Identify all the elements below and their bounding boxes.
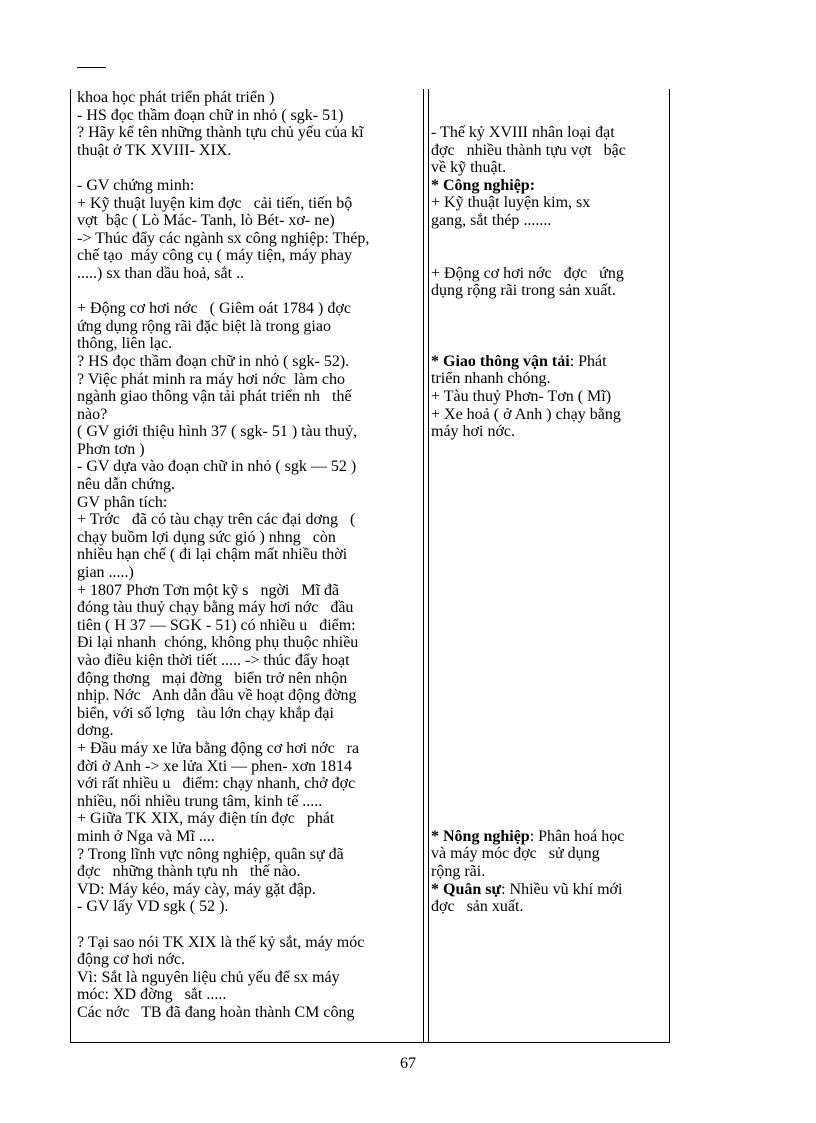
content-line: về kỹ thuật. bbox=[431, 159, 507, 177]
text-line: + Động cơ hơi nớc ( Giêm oát 1784 ) đợc bbox=[77, 300, 351, 318]
section-line-military: * Quân sự: Nhiều vũ khí mới bbox=[431, 880, 623, 898]
content-line: dụng rộng rãi trong sản xuất. bbox=[431, 282, 616, 300]
content-line: gang, sắt thép ....... bbox=[431, 211, 552, 229]
text-line: Vì: Sắt là nguyên liệu chủ yếu để sx máy bbox=[77, 968, 340, 986]
text-line: ? Việc phát minh ra máy hơi nớc làm cho bbox=[77, 370, 346, 388]
content-line: máy hơi nớc. bbox=[431, 423, 516, 441]
text-line: đời ở Anh -> xe lửa Xti — phen- xơn 1814 bbox=[77, 757, 353, 775]
section-line-transport: * Giao thông vận tải: Phát bbox=[431, 352, 607, 370]
text-line: đợc những thành tựu nh thế nào. bbox=[77, 863, 301, 881]
text-line: + Giữa TK XIX, máy điện tín đợc phát bbox=[77, 810, 335, 828]
text-line: -> Thúc đẩy các ngành sx công nghiệp: Thép, bbox=[77, 229, 370, 247]
content-line: đợc sản xuất. bbox=[431, 898, 524, 916]
teacher-student-activities-column bbox=[77, 89, 417, 1043]
text-line: dơng. bbox=[77, 722, 114, 740]
text-line: vào điều kiện thời tiết ..... -> thúc đẩy hoạt bbox=[77, 652, 350, 669]
text-line bbox=[77, 159, 417, 177]
text-line: gian .....) bbox=[77, 564, 134, 582]
text-line: ( GV giới thiệu hình 37 ( sgk- 51 ) tàu thuỷ, bbox=[77, 423, 358, 441]
text-line: với rất nhiều u điểm: chạy nhanh, chở đợc bbox=[77, 775, 356, 793]
content-line: triển nhanh chóng. bbox=[431, 370, 551, 388]
text-line: Các nớc TB đã đang hoàn thành CM công bbox=[77, 1003, 355, 1021]
page-number: 67 bbox=[400, 1055, 416, 1072]
text-line: chế tạo máy công cụ ( máy tiện, máy phay bbox=[77, 247, 353, 265]
main-content-column bbox=[431, 124, 663, 916]
text-line: động thơng mại đờng biển trở nên nhộn bbox=[77, 669, 348, 687]
content-line: đợc nhiều thành tựu vợt bậc bbox=[431, 141, 626, 159]
text-line: - GV chứng minh: bbox=[77, 176, 195, 194]
text-line: tiên ( H 37 — SGK - 51) có nhiều u điểm: bbox=[77, 616, 356, 634]
text-line: - GV dựa vào đoạn chữ in nhỏ ( sgk — 52 ) bbox=[77, 458, 357, 476]
text-line: Đi lại nhanh chóng, không phụ thuộc nhiều bbox=[77, 634, 359, 652]
text-line: nhiều, nối nhiều trung tâm, kinh tế ..... bbox=[77, 792, 323, 810]
content-line: và máy móc đợc sử dụng bbox=[431, 845, 600, 863]
text-line: + Đầu máy xe lửa bằng động cơ hơi nớc ra bbox=[77, 739, 360, 757]
text-line bbox=[77, 283, 417, 301]
content-line: + Động cơ hơi nớc đợc ứng bbox=[431, 264, 624, 282]
header-rule bbox=[77, 67, 106, 68]
column-divider bbox=[423, 89, 424, 1043]
text-line: động cơ hơi nớc. bbox=[77, 951, 186, 969]
text-line: thuật ở TK XVIII- XIX. bbox=[77, 141, 232, 159]
text-line: ứng dụng rộng rãi đặc biệt là trong giao bbox=[77, 317, 331, 335]
text-line: nhiều hạn chế ( đi lại chậm mất nhiều thời bbox=[77, 546, 348, 564]
text-line: - GV lấy VD sgk ( 52 ). bbox=[77, 898, 229, 916]
text-line: .....) sx than dầu hoả, sắt .. bbox=[77, 264, 245, 282]
text-line: ? Trong lĩnh vực nông nghiệp, quân sự đã bbox=[77, 845, 344, 863]
text-line: ? HS đọc thầm đoạn chữ in nhỏ ( sgk- 52). bbox=[77, 352, 350, 370]
text-line: chạy buồm lợi dụng sức gió ) nhng còn bbox=[77, 528, 336, 546]
text-line: vợt bậc ( Lò Mác- Tanh, lò Bét- xơ- ne) bbox=[77, 212, 335, 230]
content-line: - Thế kỷ XVIII nhân loại đạt bbox=[431, 124, 615, 141]
text-line: khoa học phát triển phát triển ) bbox=[77, 89, 275, 106]
section-heading-military: * Quân sự bbox=[431, 880, 502, 898]
text-line: nhịp. Nớc Anh dẫn đầu về hoạt động đờng bbox=[77, 687, 357, 705]
text-line: thông, liên lạc. bbox=[77, 335, 173, 353]
content-line: + Xe hoả ( ở Anh ) chạy bằng bbox=[431, 405, 621, 423]
section-heading-industry: * Công nghiệp: bbox=[431, 176, 536, 194]
column-divider-double bbox=[428, 89, 429, 1043]
text-line: đóng tàu thuỷ chạy bằng máy hơi nớc đầu bbox=[77, 599, 354, 617]
text-line: nêu dẫn chứng. bbox=[77, 476, 175, 494]
text-line: biển, với số lợng tàu lớn chạy khắp đại bbox=[77, 704, 334, 722]
content-line: rộng rãi. bbox=[431, 862, 486, 880]
section-line-agriculture: * Nông nghiệp: Phân hoá học bbox=[431, 827, 625, 845]
text-line: GV phân tích: bbox=[77, 493, 168, 511]
content-line: + Tàu thuỷ Phơn- Tơn ( Mĩ) bbox=[431, 387, 612, 405]
text-line: Phơn tơn ) bbox=[77, 440, 145, 458]
text-line: - HS đọc thầm đoạn chữ in nhỏ ( sgk- 51) bbox=[77, 106, 344, 124]
text-line: + 1807 Phơn Tơn một kỹ s ngời Mĩ đã bbox=[77, 581, 340, 599]
text-line: ? Tại sao nói TK XIX là thế kỷ sắt, máy móc bbox=[77, 933, 365, 951]
section-heading-agriculture: * Nông nghiệp bbox=[431, 827, 530, 845]
text-line: minh ở Nga và Mĩ .... bbox=[77, 827, 215, 845]
section-heading-transport: * Giao thông vận tải bbox=[431, 352, 570, 370]
content-line: + Kỹ thuật luyện kim, sx bbox=[431, 194, 591, 212]
text-line: + Trớc đã có tàu chạy trên các đại dơng ( bbox=[77, 511, 356, 529]
text-line: ngành giao thông vận tải phát triển nh thế bbox=[77, 388, 352, 406]
text-line: nào? bbox=[77, 405, 108, 423]
text-line: + Kỹ thuật luyện kim đợc cải tiến, tiến bộ bbox=[77, 194, 353, 212]
text-line bbox=[77, 916, 417, 934]
text-line: VD: Máy kéo, máy cày, máy gặt đập. bbox=[77, 880, 316, 898]
text-line: ? Hãy kể tên những thành tựu chủ yếu của kĩ bbox=[77, 124, 364, 142]
text-line: móc: XD đờng sắt ..... bbox=[77, 986, 227, 1004]
